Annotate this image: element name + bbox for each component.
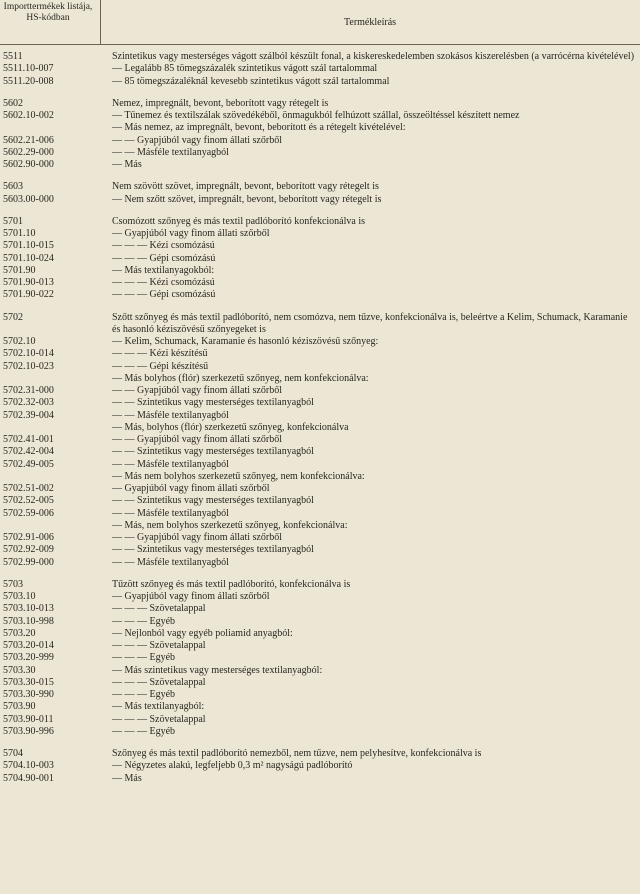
- table-row: [0, 652, 640, 664]
- hs-code: 5703.90-996: [3, 725, 54, 737]
- hs-code: 5702.59-006: [3, 507, 54, 519]
- table-row: [0, 640, 640, 652]
- hs-code: 5703.10-998: [3, 615, 54, 627]
- table-row: [0, 446, 640, 458]
- hs-code: 5702: [3, 311, 23, 323]
- product-description: — Tűnemez és textilszálak szövedékéből, önmagukból felhúzott szállal, összeöltéssel készített nemez: [112, 110, 520, 121]
- hs-code: 5701.10: [3, 228, 36, 239]
- table-row: [0, 51, 640, 63]
- group-spacer: [0, 569, 640, 579]
- table-row: [0, 760, 640, 772]
- hs-code: 5704.10-003: [3, 760, 54, 772]
- table-row: [0, 459, 640, 471]
- hs-code: 5702.92-009: [3, 544, 54, 556]
- product-description: — Négyzetes alakú, legfeljebb 0,3 m² nagyságú padlóborító: [112, 760, 353, 772]
- table-row: [0, 689, 640, 701]
- table-row: [0, 240, 640, 252]
- table-row: [0, 385, 640, 397]
- table-row: [0, 336, 640, 348]
- product-description: — — Másféle textilanyagból: [112, 507, 229, 519]
- table-row: [0, 348, 640, 360]
- hs-code: [0, 373, 112, 385]
- product-description: — Más bolyhos (flór) szerkezetű szőnyeg, nem konfekcionálva:: [112, 372, 369, 384]
- product-description: — — Gyapjúból vagy finom állati szőrből: [112, 385, 282, 396]
- product-description: — Gyapjúból vagy finom állati szőrből: [112, 483, 270, 494]
- group-spacer: [0, 206, 640, 216]
- table-row: [0, 603, 640, 615]
- header-description-column: Termékleírás: [343, 17, 397, 28]
- entry-group: [0, 181, 640, 206]
- hs-code: 5702.91-006: [3, 532, 54, 543]
- hs-code: 5703: [3, 578, 23, 590]
- table-row: [0, 495, 640, 507]
- hs-code: 5704: [3, 748, 23, 759]
- product-description: — — Gyapjúból vagy finom állati szőrből: [112, 532, 282, 543]
- table-row: [0, 591, 640, 603]
- product-description: — — Másféle textilanyagból: [112, 409, 229, 421]
- hs-code: 5702.10-023: [3, 360, 54, 372]
- product-description: — Más nem bolyhos szerkezetű szőnyeg, nem konfekcionálva:: [112, 470, 365, 482]
- entry-group: [0, 51, 640, 88]
- product-description: — Más: [112, 159, 142, 170]
- hs-code: 5602.90-000: [3, 159, 54, 170]
- table-row: [0, 701, 640, 713]
- table-row: [0, 63, 640, 75]
- hs-code: 5702.42-004: [3, 446, 54, 458]
- hs-code: 5702.41-001: [3, 434, 54, 445]
- table-row: [0, 373, 640, 385]
- entry-group: [0, 312, 640, 569]
- product-description: — — Másféle textilanyagból: [112, 458, 229, 470]
- hs-code: 5701.90-013: [3, 277, 54, 288]
- hs-code: 5701.10-024: [3, 252, 54, 264]
- table-row: [0, 434, 640, 446]
- product-description: — — Szintetikus vagy mesterséges textilanyagból: [112, 446, 314, 458]
- table-row: [0, 748, 640, 760]
- product-description: Nemez, impregnált, bevont, beborított vagy rétegelt is: [112, 97, 329, 109]
- table-row: [0, 422, 640, 434]
- product-description: — Kelim, Schumack, Karamanie és hasonló kéziszövésű szőnyeg:: [112, 336, 379, 347]
- product-description: — — — Egyéb: [112, 652, 176, 664]
- product-description: — Más textilanyagból:: [112, 701, 205, 713]
- hs-code: 5703.10-013: [3, 603, 54, 615]
- table-row: [0, 579, 640, 591]
- product-description: — Legalább 85 tömegszázalék szintetikus vágott szál tartalommal: [112, 63, 378, 75]
- product-description: — — — Gépi csomózású: [112, 289, 216, 301]
- product-description: — Gyapjúból vagy finom állati szőrből: [112, 591, 270, 602]
- group-spacer: [0, 171, 640, 181]
- product-description: — — — Egyéb: [112, 689, 176, 700]
- product-description: — — — Kézi készítésű: [112, 348, 208, 360]
- hs-code: 5702.52-005: [3, 495, 54, 507]
- table-body: [0, 51, 640, 785]
- product-description: — — — Gépi csomózású: [112, 252, 216, 264]
- product-description: Szőtt szőnyeg és más textil padlóborító, nem csomózva, nem tűzve, konfekcionálva is, beleértve a Kelim, Schumack, Karamanie és hasonló kéziszövésű szőnyegeket is: [112, 311, 628, 335]
- hs-code: 5702.32-003: [3, 397, 54, 409]
- table-row: [0, 471, 640, 483]
- hs-code: 5703.90: [3, 701, 36, 713]
- product-description: — — — Gépi készítésű: [112, 360, 209, 372]
- product-description: — Más szintetikus vagy mesterséges textilanyagból:: [112, 664, 323, 676]
- hs-code: 5701.90-022: [3, 289, 54, 301]
- product-description: Nem szövött szövet, impregnált, bevont, beborított vagy rétegelt is: [112, 181, 379, 193]
- product-description: — 85 tömegszázaléknál kevesebb szintetikus vágott szál tartalommal: [112, 75, 390, 87]
- table-row: [0, 147, 640, 159]
- hs-code: 5702.49-005: [3, 458, 54, 470]
- table-row: [0, 76, 640, 88]
- entry-group: [0, 98, 640, 172]
- entry-group: [0, 579, 640, 738]
- product-description: — Más: [112, 772, 142, 784]
- table-row: [0, 216, 640, 228]
- table-row: [0, 544, 640, 556]
- hs-code: 5603: [3, 181, 23, 193]
- hs-code: 5602: [3, 97, 23, 109]
- group-spacer: [0, 738, 640, 748]
- table-row: [0, 361, 640, 373]
- product-description: — — — Szövetalappal: [112, 713, 206, 725]
- product-description: Tűzött szőnyeg és más textil padlóborító, konfekcionálva is: [112, 578, 351, 590]
- table-row: [0, 677, 640, 689]
- table-row: [0, 773, 640, 785]
- table-row: [0, 557, 640, 569]
- hs-code: 5702.99-000: [3, 556, 54, 568]
- product-description: — — Gyapjúból vagy finom állati szőrből: [112, 434, 282, 445]
- hs-code: 5703.20-014: [3, 640, 54, 651]
- hs-code: 5703.30-015: [3, 676, 54, 688]
- table-row: [0, 159, 640, 171]
- table-row: [0, 181, 640, 193]
- product-description: — — — Egyéb: [112, 725, 176, 737]
- table-row: [0, 135, 640, 147]
- hs-code: 5602.10-002: [3, 110, 54, 121]
- table-row: [0, 397, 640, 409]
- table-row: [0, 265, 640, 277]
- product-description: — — Másféle textilanyagból: [112, 556, 229, 568]
- product-description: — — — Kézi csomózású: [112, 240, 215, 252]
- hs-code: 5603.00-000: [3, 193, 54, 205]
- hs-code: [0, 471, 112, 483]
- product-description: — Gyapjúból vagy finom állati szőrből: [112, 228, 270, 239]
- product-description: — — — Kézi csomózású: [112, 277, 215, 288]
- hs-code: 5702.10: [3, 336, 36, 347]
- hs-code: 5602.29-000: [3, 146, 54, 158]
- table-row: [0, 410, 640, 422]
- product-description: — — Szintetikus vagy mesterséges textilanyagból: [112, 397, 314, 409]
- hs-code: 5703.90-011: [3, 713, 54, 725]
- product-description: — Más, nem bolyhos szerkezetű szőnyeg, konfekcionálva:: [112, 519, 348, 531]
- product-description: — — Gyapjúból vagy finom állati szőrből: [112, 134, 282, 146]
- product-description: Szintetikus vagy mesterséges vágott szálból készült fonal, a kiskereskedelemben szokásos kiszerelésben (a varrócérna kivételével): [112, 51, 635, 62]
- product-description: — Nem szőtt szövet, impregnált, bevont, beborított vagy rétegelt is: [112, 193, 382, 205]
- table-row: [0, 110, 640, 122]
- hs-code: [0, 520, 112, 532]
- hs-code: 5702.39-004: [3, 409, 54, 421]
- product-description: — Más, bolyhos (flór) szerkezetű szőnyeg, konfekcionálva: [112, 421, 349, 433]
- hs-code: 5511.10-007: [3, 63, 54, 75]
- table-row: [0, 312, 640, 337]
- table-row: [0, 628, 640, 640]
- product-description: — — — Szövetalappal: [112, 603, 206, 615]
- table-row: [0, 532, 640, 544]
- hs-code: 5511.20-008: [3, 75, 54, 87]
- table-header: [0, 0, 640, 45]
- table-row: [0, 253, 640, 265]
- hs-code: 5701.10-015: [3, 240, 54, 252]
- group-spacer: [0, 88, 640, 98]
- table-row: [0, 122, 640, 134]
- table-row: [0, 194, 640, 206]
- table-row: [0, 98, 640, 110]
- hs-code: 5702.51-002: [3, 483, 54, 494]
- table-row: [0, 277, 640, 289]
- table-row: [0, 289, 640, 301]
- table-row: [0, 228, 640, 240]
- product-description: Szőnyeg és más textil padlóborító nemezből, nem tűzve, nem pelyhesítve, konfekcionálva is: [112, 748, 482, 759]
- hs-code: [0, 422, 112, 434]
- table-row: [0, 520, 640, 532]
- product-description: — — Másféle textilanyagból: [112, 146, 229, 158]
- table-row: [0, 483, 640, 495]
- product-description: — — — Szövetalappal: [112, 676, 206, 688]
- product-description: — Más textilanyagokból:: [112, 264, 215, 276]
- hs-code: 5701: [3, 215, 23, 227]
- product-description: — — Szintetikus vagy mesterséges textilanyagból: [112, 544, 314, 556]
- hs-code: 5703.10: [3, 591, 36, 602]
- product-description: — — — Szövetalappal: [112, 640, 206, 651]
- hs-code: 5703.30-990: [3, 689, 54, 700]
- hs-code: 5704.90-001: [3, 772, 54, 784]
- product-description: — Nejlonból vagy egyéb poliamid anyagból:: [112, 627, 293, 639]
- hs-code: 5702.31-000: [3, 385, 54, 396]
- product-description: Csomózott szőnyeg és más textil padlóborító konfekcionálva is: [112, 215, 366, 227]
- hs-code: 5602.21-006: [3, 134, 54, 146]
- entry-group: [0, 748, 640, 785]
- hs-code: 5703.30: [3, 664, 36, 676]
- product-description: — — — Egyéb: [112, 615, 176, 627]
- table-row: [0, 508, 640, 520]
- entry-group: [0, 216, 640, 302]
- table-row: [0, 726, 640, 738]
- table-row: [0, 616, 640, 628]
- product-description: — Más nemez, az impregnált, bevont, beborított és a rétegelt kivételével:: [112, 122, 406, 134]
- table-row: [0, 665, 640, 677]
- hs-code: 5703.20: [3, 627, 36, 639]
- hs-code: 5701.90: [3, 264, 36, 276]
- table-row: [0, 714, 640, 726]
- group-spacer: [0, 302, 640, 312]
- hs-code: [0, 122, 112, 134]
- product-description: — — Szintetikus vagy mesterséges textilanyagból: [112, 495, 314, 507]
- hs-code: 5703.20-999: [3, 652, 54, 664]
- header-code-column: Importtermékek listája, HS-kódban: [3, 2, 93, 23]
- hs-code: 5702.10-014: [3, 348, 54, 360]
- hs-code: 5511: [3, 51, 23, 62]
